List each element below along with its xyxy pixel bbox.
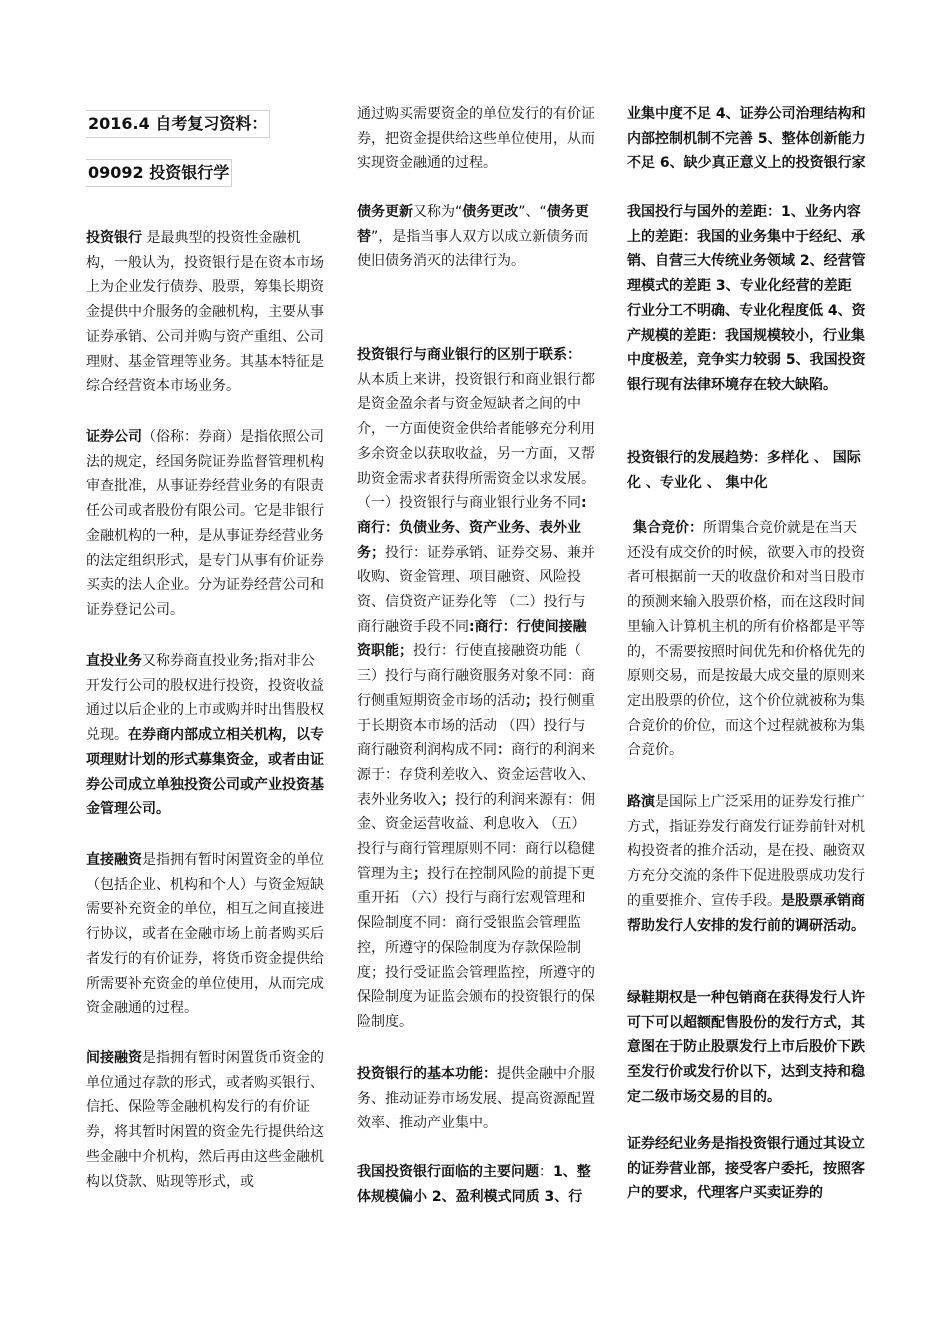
section-text-bold: 业集中度不足 4、证券公司治理结构和内部控制机制不完善 5、整体创新能力不足 6、缺少真正意义上的投资银行家: [627, 106, 866, 172]
section-text: 从本质上来讲，投资银行和商业银行都是资金盈余者与资金短缺者之间的中介，一方面使资金供给者能够充分利用多余资金以获取收益，另一方面，又帮助资金需求者获得所需资金以求发展。 （一）投资银行与商业银行业务不同: [357, 371, 595, 512]
punctuation: ：: [497, 742, 511, 759]
punctuation: ；: [371, 544, 385, 561]
punctuation: ；: [399, 643, 413, 660]
section-title: 投资银行与商业银行的区别于联系：: [357, 347, 581, 363]
term-label: 间接融资: [86, 1050, 142, 1066]
term-definition: ”，是指当事人双方以成立新债务而使旧债务消灭的法律行为。: [357, 228, 589, 270]
term-brokerage-business: [627, 1132, 869, 1206]
term-definition: 是国际上广泛采用的证券发行推广方式，指证券发行商发行证券前针对机构投资者的推介活动，是在投、融资双方充分交流的条件下促进股票成功发行的重要推介、宣传手段。: [627, 794, 865, 909]
punctuation: ；: [413, 865, 427, 882]
section-development-trends: [627, 446, 869, 495]
section-text: 投行：行使直接融资功能（ 三）投行与商行融资服务对象不同：商行侧重短期资金市场的活动: [357, 643, 595, 709]
term-indirect-financing: [86, 1046, 326, 1194]
section-basic-functions: [357, 1062, 597, 1136]
section-text: 提供金融中介服务、推动证券市场发展、提高资源配置效率、推动产业集中。: [357, 1066, 595, 1132]
section-text: 投行：证券承销、证券交易、兼并收购、资金管理、项目融资、风险投资、信贷资产证券化等 （二）投行与商行融资手段不同: [357, 544, 595, 635]
punctuation: ；: [525, 692, 539, 709]
section-gap-with-foreign: [627, 200, 869, 398]
term-label: 直投业务: [86, 653, 142, 669]
section-text: 投行的利润来源有：佣金、资金运营收益、利息收入 （五）投行与商行管理原则不同：商行以稳健管理为主: [357, 791, 595, 882]
term-call-auction: [627, 516, 869, 763]
term-definition: 是指拥有暂时闲置货币资金的单位通过存款的形式，或者购买银行、信托、保险等金融机构发行的有价证券，将其暂时闲置的资金先行提供给这些金融中介机构，然后再由这些金融机构以贷款、贴现等形式，或: [86, 1050, 324, 1190]
term-text: 又称为“: [413, 204, 463, 220]
term-label: 直接融资: [86, 852, 142, 868]
term-greenshoe-option: [627, 986, 869, 1110]
section-text-bold: 投资银行的发展趋势：多样化 、 国际化 、专业化 、 集中化: [627, 450, 861, 491]
term-definition: （俗称：券商）是指依照公司法的规定，经国务院证券监督管理机构审查批准，从事证券经营业务的有限责任公司或者股份有限公司。它是非银行金融机构的一种，是从事证券经营业务的法定组织形式，是专门从事有价证券买卖的法人企业。分为证券经营公司和证券登记公司。: [86, 429, 324, 618]
section-text-bold: 绿鞋期权是一种包销商在获得发行人许可下可以超额配售股份的发行方式，其意图在于防止股票发行上市后股价下跌至发行价或发行价以下，达到支持和稳定二级市场交易的目的。: [627, 990, 865, 1105]
section-text-bold: :商行：负债业务、资产业务、表外业务: [357, 495, 587, 561]
section-main-problems: [357, 1160, 597, 1209]
document-title-line-2: 09092 投资银行学: [86, 159, 232, 187]
term-alias: 债务更替: [357, 204, 589, 245]
term-definition: 又称券商直投业务;指对非公开发行公司的股权进行投资，投资收益通过以后企业的上市或购并时出售股权兑现。: [86, 653, 324, 744]
term-label: 投资银行: [86, 230, 142, 246]
punctuation: ；: [441, 791, 455, 808]
term-label: 证券公司: [86, 429, 142, 445]
term-definition: 所谓集合竞价就是在当天还没有成交价的时候，欲要入市的投资者可根据前一天的收盘价和对当日股市的预测来输入股票价格，而在这段时间里输入计算机主机的所有价格都是平等的，不需要按照时间优先和价格优先的原则交易，而是按最大成交量的原则来定出股票的价位，这个价位就被称为集合竞价的价位，而这个过程就被称为集合竞价。: [627, 520, 865, 759]
term-investment-bank: [86, 226, 326, 399]
term-alias: 债务更改: [462, 204, 519, 220]
term-direct-investment: [86, 649, 326, 822]
term-securities-company: [86, 425, 326, 623]
term-definition: 是指拥有暂时闲置资金的单位（包括企业、机构和个人）与资金短缺需要补充资金的单位，相互之间直接进行协议，或者在金融市场上前者购买后者发行的有价证券，将货币资金提供给所需要补充资金的单位使用，从而完成资金融通的过程。: [86, 852, 324, 1017]
section-text: 商行的利润来源于：存贷利差收入、资金运营收入、表外业务收入: [357, 742, 595, 808]
indirect-financing-continued: 通过购买需要资金的单位发行的有价证券，把资金提供给这些单位使用，从而实现资金融通的过程。: [357, 106, 595, 172]
section-text: 投行侧重于长期资本市场的活动 （四）投行与商行融资利润构成不同: [357, 692, 595, 759]
term-debt-renewal: [357, 200, 597, 274]
section-text-bold: :商行：行使间接融资职能: [357, 618, 587, 660]
section-bank-comparison: [357, 343, 597, 1035]
section-text-bold: 1、整体规模偏小 2、盈利模式同质 3、行: [357, 1164, 591, 1205]
main-problems-continued: [627, 102, 869, 176]
term-label: 债务更新: [357, 204, 413, 220]
term-label: 路演: [627, 794, 655, 810]
term-roadshow: [627, 790, 869, 938]
section-text-bold: 证券经纪业务是指投资银行通过其设立的证券营业部，接受客户委托，按照客户的要求，代理客户买卖证券的: [627, 1136, 865, 1202]
section-title: 我国投资银行面临的主要问题: [357, 1164, 539, 1180]
section-title: 投资银行的基本功能：: [357, 1066, 497, 1082]
term-definition-bold: 是股票承销商帮助发行人安排的发行前的调研活动。: [627, 892, 865, 934]
punctuation: ：: [539, 1164, 553, 1180]
section-text: 投行在控制风险的前提下更重开拓 （六）投行与商行宏观管理和保险制度不同：商行受银监会管理监控，所遵守的保险制度为存款保险制度；投行受证监会管理监控，所遵守的保险制度为证监会颁布的投资银行的保险制度。: [357, 865, 595, 1030]
term-direct-financing: [86, 848, 326, 1021]
document-title-line-1: 2016.4 自考复习资料：: [86, 110, 270, 138]
term-label: 集合竞价：: [633, 520, 703, 536]
term-definition: 是最典型的投资性金融机构，一般认为，投资银行是在资本市场上为企业发行债券、股票，筹集长期资金提供中介服务的金融机构，主要从事证券承销、公司并购与资产重组、公司理财、基金管理等业务。其基本特征是综合经营资本市场业务。: [86, 230, 324, 395]
term-text: ”、“: [518, 204, 547, 220]
term-definition-bold: 在券商内部成立相关机构，以专项理财计划的形式募集资金，或者由证券公司成立单独投资公司或产业投资基金管理公司。: [86, 727, 324, 818]
section-text-bold: 我国投行与国外的差距：1、业务内容上的差距：我国的业务集中于经纪、承销、自营三大传统业务领域 2、经营管理模式的差距 3、专业化经营的差距 行业分工不明确、专业化程度低 4、资产规模的差距：我国规模较小，行业集中度极差，竞争实力较弱 5、我国投资银行现有法律环境存在较大缺陷。: [627, 204, 866, 393]
